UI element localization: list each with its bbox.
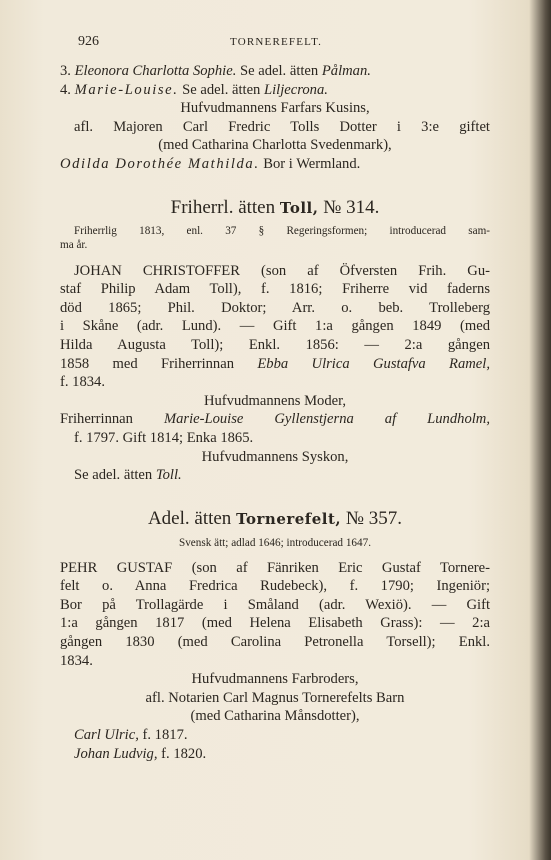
section-note: Svensk ätt; adlad 1646; introducerad 1647.	[178, 536, 371, 549]
subheading: Hufvudmannens Moder,	[203, 392, 347, 409]
entry-line: 4. Marie-Louise. Se adel. ätten Liljecrona.	[60, 81, 328, 98]
section-note: ma år.	[60, 238, 88, 251]
text-line: Hilda Augusta Toll); Enkl. 1856: — 2:a gången	[60, 336, 490, 353]
text-line: i Skåne (adr. Lund). — Gift 1:a gången 1849 (med	[60, 318, 490, 335]
text-line: 1834.	[60, 652, 93, 669]
section-heading-tornerefelt: Adel. ätten Tornerefelt, № 357.	[147, 507, 403, 529]
page-header	[62, 34, 482, 54]
subheading: Hufvudmannens Syskon,	[201, 448, 349, 465]
text-line: (med Catharina Månsdotter),	[190, 708, 360, 725]
text-line: PEHR GUSTAF (son af Fänriken Eric Gustaf Tornere-	[60, 559, 490, 576]
text-line: 1858 med Friherrinnan Ebba Ulrica Gustafva Ramel,	[60, 355, 490, 372]
text-line: Se adel. ätten Toll.	[74, 467, 182, 484]
text-line: gången 1830 (med Carolina Petronella Torsell); Enkl.	[60, 634, 490, 651]
text-line: Friherrinnan Marie-Louise Gyllenstjerna af Lundholm,	[60, 411, 490, 428]
text-line: f. 1834.	[60, 374, 105, 391]
page-content	[60, 62, 490, 763]
text-line: felt o. Anna Fredrica Rudebeck), f. 1790; Ingeniör;	[60, 578, 490, 595]
running-title: TORNEREFELT.	[230, 36, 323, 48]
text-line: afl. Notarien Carl Magnus Tornerefelts Barn	[145, 689, 405, 706]
section-heading-toll: Friherrl. ätten Toll, № 314.	[170, 196, 380, 218]
text-line: f. 1797. Gift 1814; Enka 1865.	[74, 429, 254, 446]
list-item: Carl Ulric, f. 1817.	[74, 727, 188, 744]
section-note: Friherrlig 1813, enl. 37 § Regeringsformen; introducerad sam-	[74, 224, 490, 237]
list-item: Johan Ludvig, f. 1820.	[74, 745, 207, 762]
text-line: död 1865; Phil. Doktor; Arr. o. beb. Trolleberg	[60, 299, 490, 316]
subheading: Hufvudmannens Farfars Kusins,	[180, 100, 370, 117]
text-line: staf Philip Adam Toll), f. 1816; Friherre vid faderns	[60, 281, 490, 298]
text-line: 1:a gången 1817 (med Helena Elisabeth Grass): — 2:a	[60, 615, 490, 632]
text-line: (med Catharina Charlotta Svedenmark),	[158, 137, 392, 154]
entry-line: Odilda Dorothée Mathilda. Bor i Wermland.	[60, 155, 361, 172]
entry-line: 3. Eleonora Charlotta Sophie. Se adel. ätten Pålman.	[60, 63, 371, 79]
page-number: 926	[78, 34, 99, 49]
text-line: Bor på Trollagärde i Småland (adr. Wexiö). — Gift	[60, 596, 490, 613]
text-line: JOHAN CHRISTOFFER (son af Öfversten Frih. Gu-	[74, 262, 490, 279]
subheading: Hufvudmannens Farbroders,	[191, 671, 359, 688]
text-line: afl. Majoren Carl Fredric Tolls Dotter i 3:e giftet	[74, 118, 490, 135]
